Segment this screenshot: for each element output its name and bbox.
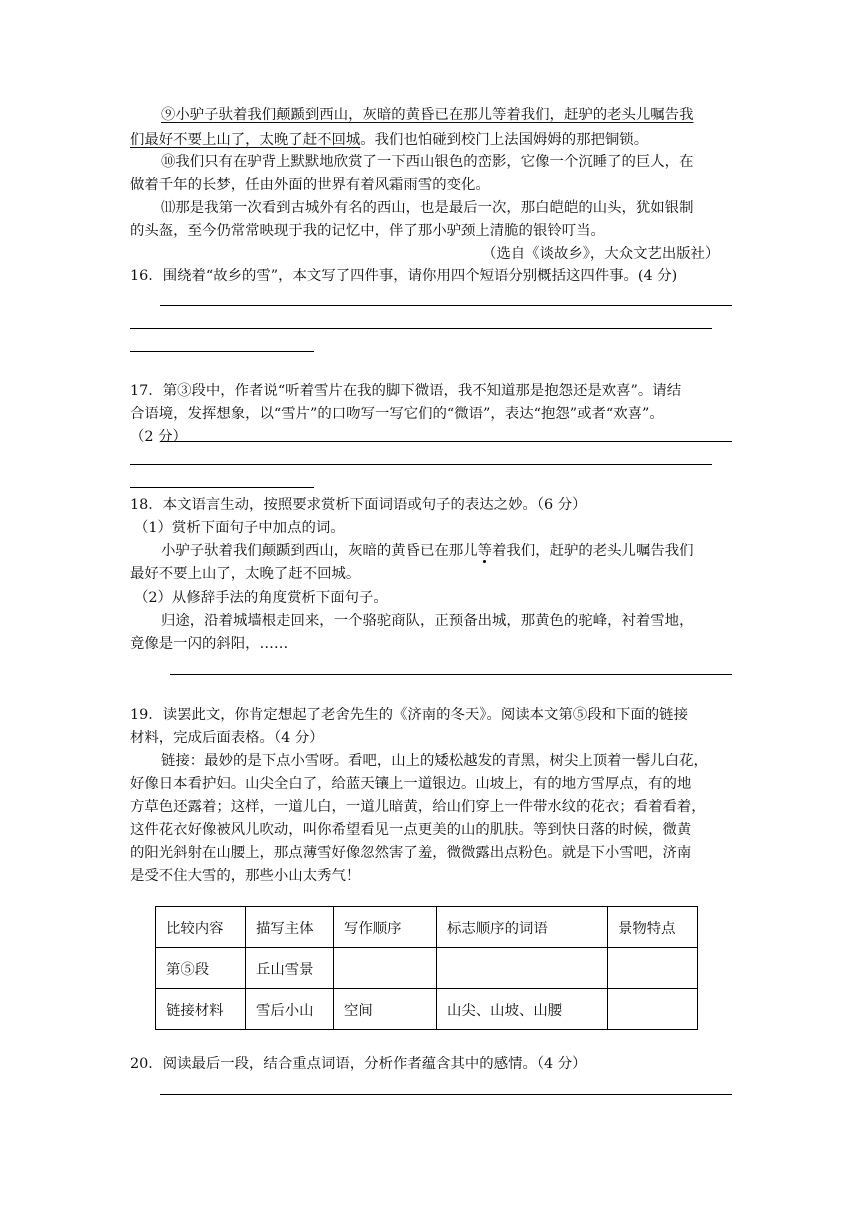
question-18-sub-1: （1）赏析下面句子中加点的词。	[134, 520, 345, 536]
answer-line	[160, 441, 732, 442]
question-17-line-3: （2 分）	[130, 429, 187, 445]
question-20: 20．阅读最后一段，结合重点词语，分析作者蕴含其中的感情。（4 分）	[130, 1056, 587, 1072]
passage-source: （选自《谈故乡》，大众文艺出版社）	[482, 246, 720, 262]
paragraph-11-line-1: ⑾那是我第一次看到古城外有名的西山，也是最后一次，那白皑皑的山头，犹如银制	[161, 200, 694, 216]
table-header-cell: 描写主体	[246, 907, 334, 948]
question-18: 18．本文语言生动，按照要求赏析下面词语或句子的表达之妙。（6 分）	[130, 497, 587, 513]
question-18-sub-2: （2）从修辞手法的角度赏析下面句子。	[134, 590, 388, 606]
question-18-sentence-1-line-2: 最好不要上山了，太晚了赶不回城。	[130, 566, 361, 582]
question-18-sentence-2-line-2: 竟像是一闪的斜阳，……	[130, 636, 289, 652]
table-cell: 空间	[334, 989, 437, 1030]
link-material-line: 这件花衣好像被风儿吹动，叫你希望看见一点更美的山的肌肤。等到快日落的时候，微黄	[130, 822, 692, 838]
paragraph-9-rest: 。我们也怕碰到校门上法国姆姆的那把铜锁。	[360, 132, 649, 148]
table-header-cell: 标志顺序的词语	[437, 907, 608, 948]
paragraph-9-underlined-end: 们最好不要上山了，太晚了赶不回城	[130, 132, 361, 148]
table-cell: 雪后小山	[246, 989, 334, 1030]
table-cell-blank[interactable]	[608, 989, 698, 1030]
question-19-line-2: 材料，完成后面表格。（4 分）	[130, 730, 324, 746]
answer-line	[160, 1094, 732, 1095]
question-16: 16．围绕着“故乡的雪”，本文写了四件事，请你用四个短语分别概括这四件事。(4 分)	[130, 268, 678, 284]
answer-line	[130, 464, 712, 465]
table-cell-blank[interactable]	[334, 948, 437, 989]
table-cell: 山尖、山坡、山腰	[437, 989, 608, 1030]
answer-line	[130, 351, 314, 352]
table-row	[156, 948, 698, 989]
answer-line	[170, 674, 732, 675]
answer-line	[160, 305, 732, 306]
emphasis-dot-word: 等	[477, 543, 493, 559]
table-header-cell: 写作顺序	[334, 907, 437, 948]
link-material-line: 好像日本看护妇。山尖全白了，给蓝天镶上一道银边。山坡上，有的地方雪厚点，有的地	[130, 776, 692, 792]
table-cell: 第⑤段	[156, 948, 246, 989]
link-material-line: 的阳光斜射在山腰上，那点薄雪好像忽然害了羞，微微露出点粉色。就是下小雪吧，济南	[130, 845, 692, 861]
table-cell: 丘山雪景	[246, 948, 334, 989]
table-row	[156, 989, 698, 1030]
table-cell: 链接材料	[156, 989, 246, 1030]
answer-line	[130, 328, 712, 329]
link-material-line: 链接：最妙的是下点小雪呀。看吧，山上的矮松越发的青黑，树尖上顶着一髻儿白花，	[161, 753, 708, 769]
paragraph-10-line-2: 做着千年的长梦，任由外面的世界有着风霜雨雪的变化。	[130, 177, 490, 193]
link-material-line: 方草色还露着；这样，一道儿白，一道儿暗黄，给山们穿上一件带水纹的花衣；看着看着，	[130, 799, 706, 815]
answer-line	[130, 487, 314, 488]
question-18-sentence-2-line-1: 归途，沿着城墙根走回来，一个骆驼商队，正预备出城，那黄色的驼峰，衬着雪地，	[161, 613, 694, 629]
sentence-1-before: 小驴子驮着我们颠踬到西山，灰暗的黄昏已在那儿	[161, 543, 478, 559]
table-cell-blank[interactable]	[608, 948, 698, 989]
table-cell-blank[interactable]	[437, 948, 608, 989]
table-header-cell: 比较内容	[156, 907, 246, 948]
paragraph-10-line-1: ⑩我们只有在驴背上默默地欣赏了一下西山银色的峦影，它像一个沉睡了的巨人，在	[161, 154, 694, 170]
question-19-line-1: 19．读罢此文，你肯定想起了老舍先生的《济南的冬天》。阅读本文第⑤段和下面的链接	[130, 707, 688, 723]
sentence-1-after: 着我们，赶驴的老头儿嘱告我们	[492, 543, 694, 559]
paragraph-9-line-1: ⑨小驴子驮着我们颠踬到西山，灰暗的黄昏已在那儿等着我们，赶驴的老头儿嘱告我	[161, 107, 694, 123]
paragraph-11-line-2: 的头盔，至今仍常常映现于我的记忆中，伴了那小驴颈上清脆的银铃叮当。	[130, 223, 605, 239]
paragraph-9-line-2	[130, 130, 648, 150]
question-17-line-1: 17．第③段中，作者说“听着雪片在我的脚下微语，我不知道那是抱怨还是欢喜”。请结	[130, 383, 682, 399]
question-18-sentence-1-line-1	[161, 541, 694, 561]
table-header-row	[156, 907, 698, 948]
comparison-table	[155, 906, 698, 1030]
table-header-cell: 景物特点	[608, 907, 698, 948]
link-material-line: 是受不住大雪的，那些小山太秀气！	[130, 868, 361, 884]
question-17-line-2: 合语境，发挥想象，以“雪片”的口吻写一写它们的“微语”，表达“抱怨”或者“欢喜”。	[130, 406, 664, 422]
